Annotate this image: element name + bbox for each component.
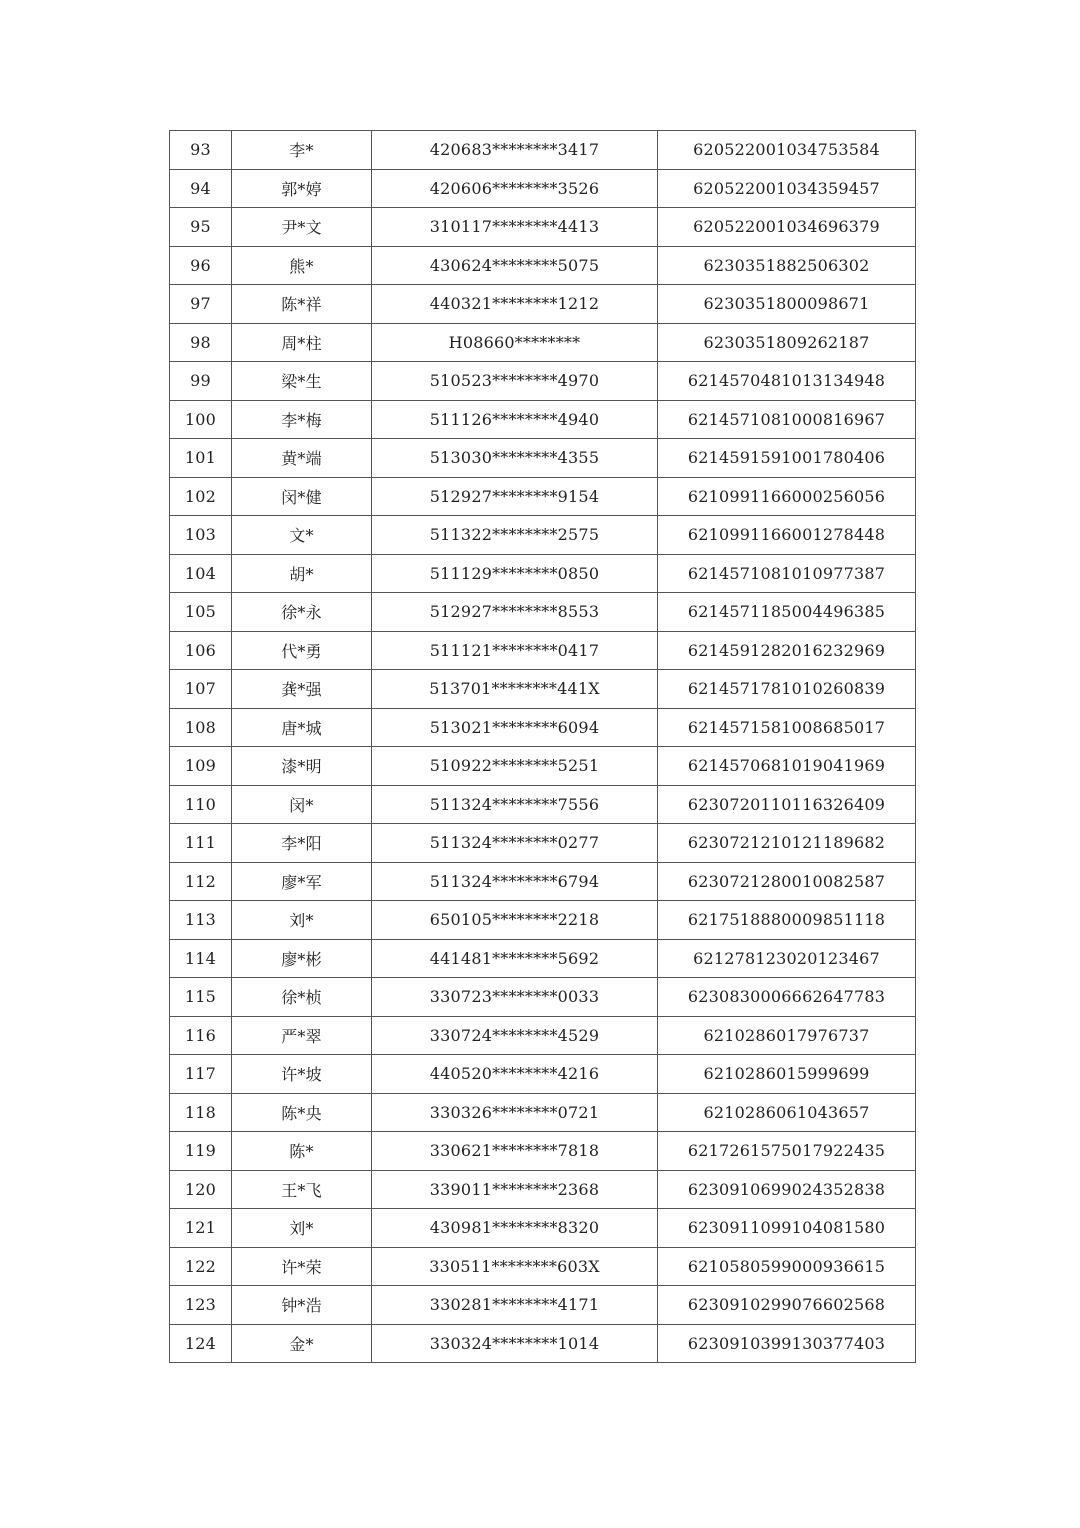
table-row bbox=[170, 439, 916, 478]
row-number-cell: 99 bbox=[170, 362, 232, 401]
row-number-cell: 110 bbox=[170, 785, 232, 824]
id-number-cell: 511126********4940 bbox=[372, 400, 658, 439]
id-number-cell: 339011********2368 bbox=[372, 1170, 658, 1209]
roster-table bbox=[169, 130, 916, 1363]
bank-card-cell: 6230721210121189682 bbox=[658, 824, 916, 863]
row-number-cell: 93 bbox=[170, 131, 232, 170]
table-row bbox=[170, 1055, 916, 1094]
bank-card-cell: 6230911099104081580 bbox=[658, 1209, 916, 1248]
table-row bbox=[170, 246, 916, 285]
bank-card-cell: 6214571781010260839 bbox=[658, 670, 916, 709]
bank-card-cell: 6214571185004496385 bbox=[658, 593, 916, 632]
id-number-cell: H08660******** bbox=[372, 323, 658, 362]
id-number-cell: 512927********9154 bbox=[372, 477, 658, 516]
name-cell: 钟*浩 bbox=[232, 1286, 372, 1325]
bank-card-cell: 6214571581008685017 bbox=[658, 708, 916, 747]
id-number-cell: 513021********6094 bbox=[372, 708, 658, 747]
id-number-cell: 310117********4413 bbox=[372, 208, 658, 247]
bank-card-cell: 6230910299076602568 bbox=[658, 1286, 916, 1325]
id-number-cell: 330511********603X bbox=[372, 1247, 658, 1286]
name-cell: 陈*央 bbox=[232, 1093, 372, 1132]
bank-card-cell: 620522001034696379 bbox=[658, 208, 916, 247]
table-row bbox=[170, 939, 916, 978]
row-number-cell: 102 bbox=[170, 477, 232, 516]
id-number-cell: 511322********2575 bbox=[372, 516, 658, 555]
name-cell: 金* bbox=[232, 1324, 372, 1363]
row-number-cell: 121 bbox=[170, 1209, 232, 1248]
row-number-cell: 113 bbox=[170, 901, 232, 940]
row-number-cell: 95 bbox=[170, 208, 232, 247]
table-row bbox=[170, 631, 916, 670]
row-number-cell: 124 bbox=[170, 1324, 232, 1363]
row-number-cell: 122 bbox=[170, 1247, 232, 1286]
row-number-cell: 114 bbox=[170, 939, 232, 978]
id-number-cell: 510523********4970 bbox=[372, 362, 658, 401]
table-row bbox=[170, 1209, 916, 1248]
name-cell: 胡* bbox=[232, 554, 372, 593]
name-cell: 刘* bbox=[232, 1209, 372, 1248]
bank-card-cell: 6230910699024352838 bbox=[658, 1170, 916, 1209]
row-number-cell: 107 bbox=[170, 670, 232, 709]
row-number-cell: 108 bbox=[170, 708, 232, 747]
name-cell: 尹*文 bbox=[232, 208, 372, 247]
bank-card-cell: 6214570481013134948 bbox=[658, 362, 916, 401]
id-number-cell: 511324********0277 bbox=[372, 824, 658, 863]
table-row bbox=[170, 477, 916, 516]
bank-card-cell: 6210991166000256056 bbox=[658, 477, 916, 516]
bank-card-cell: 6217518880009851118 bbox=[658, 901, 916, 940]
row-number-cell: 111 bbox=[170, 824, 232, 863]
name-cell: 许*坡 bbox=[232, 1055, 372, 1094]
row-number-cell: 109 bbox=[170, 747, 232, 786]
id-number-cell: 330326********0721 bbox=[372, 1093, 658, 1132]
bank-card-cell: 6230351809262187 bbox=[658, 323, 916, 362]
table-row bbox=[170, 362, 916, 401]
table-row bbox=[170, 1093, 916, 1132]
id-number-cell: 420683********3417 bbox=[372, 131, 658, 170]
row-number-cell: 96 bbox=[170, 246, 232, 285]
row-number-cell: 94 bbox=[170, 169, 232, 208]
bank-card-cell: 6230720110116326409 bbox=[658, 785, 916, 824]
name-cell: 闵* bbox=[232, 785, 372, 824]
bank-card-cell: 6210286015999699 bbox=[658, 1055, 916, 1094]
id-number-cell: 511129********0850 bbox=[372, 554, 658, 593]
name-cell: 廖*军 bbox=[232, 862, 372, 901]
table-row bbox=[170, 593, 916, 632]
name-cell: 唐*城 bbox=[232, 708, 372, 747]
table-row bbox=[170, 1170, 916, 1209]
table-row bbox=[170, 901, 916, 940]
name-cell: 漆*明 bbox=[232, 747, 372, 786]
name-cell: 陈*祥 bbox=[232, 285, 372, 324]
table-row bbox=[170, 169, 916, 208]
name-cell: 黄*端 bbox=[232, 439, 372, 478]
name-cell: 梁*生 bbox=[232, 362, 372, 401]
row-number-cell: 118 bbox=[170, 1093, 232, 1132]
id-number-cell: 513030********4355 bbox=[372, 439, 658, 478]
table-row bbox=[170, 1286, 916, 1325]
name-cell: 严*翠 bbox=[232, 1016, 372, 1055]
id-number-cell: 430981********8320 bbox=[372, 1209, 658, 1248]
id-number-cell: 420606********3526 bbox=[372, 169, 658, 208]
row-number-cell: 97 bbox=[170, 285, 232, 324]
name-cell: 文* bbox=[232, 516, 372, 555]
table-row bbox=[170, 285, 916, 324]
name-cell: 李*阳 bbox=[232, 824, 372, 863]
id-number-cell: 330723********0033 bbox=[372, 978, 658, 1017]
table-row bbox=[170, 1247, 916, 1286]
bank-card-cell: 6230830006662647783 bbox=[658, 978, 916, 1017]
bank-card-cell: 6210991166001278448 bbox=[658, 516, 916, 555]
table-row bbox=[170, 862, 916, 901]
id-number-cell: 510922********5251 bbox=[372, 747, 658, 786]
bank-card-cell: 6210286017976737 bbox=[658, 1016, 916, 1055]
bank-card-cell: 6217261575017922435 bbox=[658, 1132, 916, 1171]
id-number-cell: 330724********4529 bbox=[372, 1016, 658, 1055]
roster-table-body bbox=[170, 131, 916, 1363]
bank-card-cell: 6210286061043657 bbox=[658, 1093, 916, 1132]
name-cell: 陈* bbox=[232, 1132, 372, 1171]
name-cell: 李*梅 bbox=[232, 400, 372, 439]
table-row bbox=[170, 824, 916, 863]
name-cell: 刘* bbox=[232, 901, 372, 940]
row-number-cell: 101 bbox=[170, 439, 232, 478]
name-cell: 熊* bbox=[232, 246, 372, 285]
row-number-cell: 105 bbox=[170, 593, 232, 632]
row-number-cell: 100 bbox=[170, 400, 232, 439]
table-row bbox=[170, 554, 916, 593]
id-number-cell: 650105********2218 bbox=[372, 901, 658, 940]
bank-card-cell: 6214591591001780406 bbox=[658, 439, 916, 478]
row-number-cell: 112 bbox=[170, 862, 232, 901]
id-number-cell: 441481********5692 bbox=[372, 939, 658, 978]
id-number-cell: 330621********7818 bbox=[372, 1132, 658, 1171]
row-number-cell: 116 bbox=[170, 1016, 232, 1055]
bank-card-cell: 6230351800098671 bbox=[658, 285, 916, 324]
name-cell: 闵*健 bbox=[232, 477, 372, 516]
table-row bbox=[170, 400, 916, 439]
name-cell: 廖*彬 bbox=[232, 939, 372, 978]
name-cell: 周*柱 bbox=[232, 323, 372, 362]
bank-card-cell: 6214571081010977387 bbox=[658, 554, 916, 593]
bank-card-cell: 620522001034359457 bbox=[658, 169, 916, 208]
row-number-cell: 117 bbox=[170, 1055, 232, 1094]
name-cell: 代*勇 bbox=[232, 631, 372, 670]
id-number-cell: 512927********8553 bbox=[372, 593, 658, 632]
id-number-cell: 430624********5075 bbox=[372, 246, 658, 285]
row-number-cell: 104 bbox=[170, 554, 232, 593]
name-cell: 龚*强 bbox=[232, 670, 372, 709]
table-row bbox=[170, 1324, 916, 1363]
row-number-cell: 103 bbox=[170, 516, 232, 555]
row-number-cell: 115 bbox=[170, 978, 232, 1017]
table-row bbox=[170, 131, 916, 170]
name-cell: 郭*婷 bbox=[232, 169, 372, 208]
row-number-cell: 120 bbox=[170, 1170, 232, 1209]
name-cell: 李* bbox=[232, 131, 372, 170]
row-number-cell: 119 bbox=[170, 1132, 232, 1171]
bank-card-cell: 620522001034753584 bbox=[658, 131, 916, 170]
bank-card-cell: 6210580599000936615 bbox=[658, 1247, 916, 1286]
id-number-cell: 511324********7556 bbox=[372, 785, 658, 824]
bank-card-cell: 6230910399130377403 bbox=[658, 1324, 916, 1363]
table-row bbox=[170, 978, 916, 1017]
bank-card-cell: 6230721280010082587 bbox=[658, 862, 916, 901]
id-number-cell: 440520********4216 bbox=[372, 1055, 658, 1094]
id-number-cell: 511121********0417 bbox=[372, 631, 658, 670]
bank-card-cell: 6214591282016232969 bbox=[658, 631, 916, 670]
table-row bbox=[170, 516, 916, 555]
name-cell: 王*飞 bbox=[232, 1170, 372, 1209]
table-row bbox=[170, 708, 916, 747]
table-row bbox=[170, 1016, 916, 1055]
id-number-cell: 511324********6794 bbox=[372, 862, 658, 901]
name-cell: 徐*桢 bbox=[232, 978, 372, 1017]
id-number-cell: 330281********4171 bbox=[372, 1286, 658, 1325]
table-row bbox=[170, 785, 916, 824]
name-cell: 徐*永 bbox=[232, 593, 372, 632]
id-number-cell: 440321********1212 bbox=[372, 285, 658, 324]
row-number-cell: 98 bbox=[170, 323, 232, 362]
bank-card-cell: 621278123020123467 bbox=[658, 939, 916, 978]
table-row bbox=[170, 323, 916, 362]
bank-card-cell: 6214570681019041969 bbox=[658, 747, 916, 786]
id-number-cell: 330324********1014 bbox=[372, 1324, 658, 1363]
name-cell: 许*荣 bbox=[232, 1247, 372, 1286]
bank-card-cell: 6214571081000816967 bbox=[658, 400, 916, 439]
row-number-cell: 123 bbox=[170, 1286, 232, 1325]
table-row bbox=[170, 1132, 916, 1171]
table-row bbox=[170, 747, 916, 786]
table-row bbox=[170, 670, 916, 709]
id-number-cell: 513701********441X bbox=[372, 670, 658, 709]
bank-card-cell: 6230351882506302 bbox=[658, 246, 916, 285]
row-number-cell: 106 bbox=[170, 631, 232, 670]
table-row bbox=[170, 208, 916, 247]
